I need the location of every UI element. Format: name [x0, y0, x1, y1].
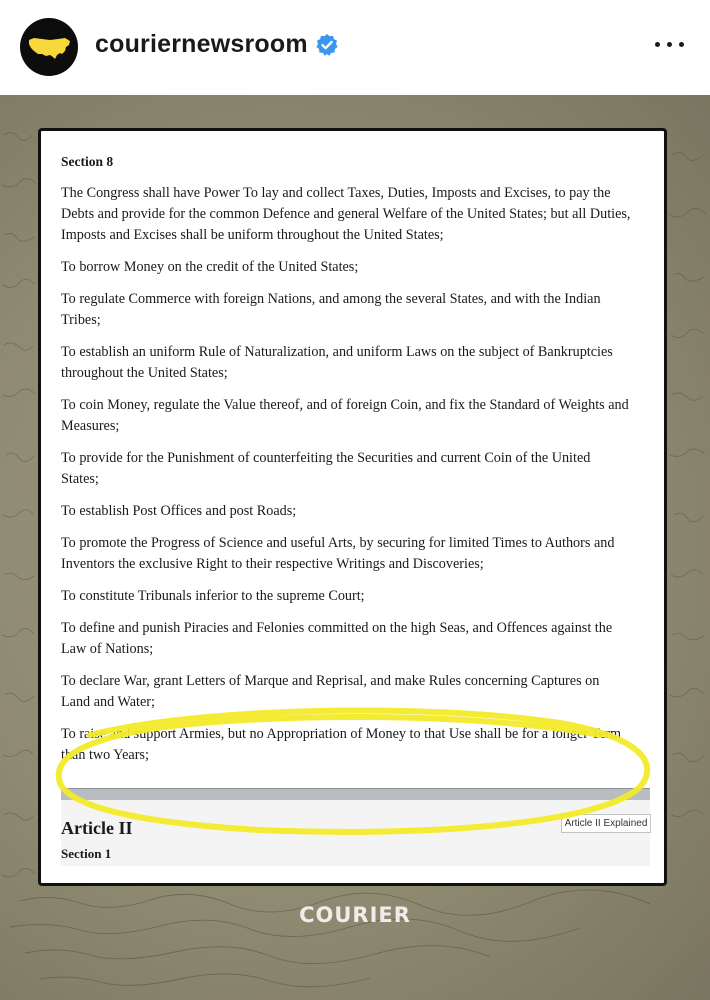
paragraph: To coin Money, regulate the Value thereof, and of foreign Coin, and fix the Standard of Weights and Measures;: [61, 397, 629, 434]
paragraph: The Congress shall have Power To lay and collect Taxes, Duties, Imposts and Excises, to pay the Debts and provide for the common Defence and general Welfare of the United States; but all Duties, Imposts and Excises shall be uniform throughout the United States;: [61, 185, 631, 243]
paragraph: To regulate Commerce with foreign Nations, and among the several States, and with the Indian Tribes;: [61, 291, 601, 328]
paragraph: To declare War, grant Letters of Marque and Reprisal, and make Rules concerning Captures on Land and Water;: [61, 673, 600, 710]
verified-badge-icon: [315, 33, 339, 57]
article-section-title: Section 1: [61, 846, 112, 861]
article-title: Article II: [61, 818, 133, 838]
paragraph: To provide for the Punishment of counterfeiting the Securities and current Coin of the United States;: [61, 450, 591, 487]
document-text: [61, 145, 631, 777]
paragraph: To borrow Money on the credit of the United States;: [61, 259, 359, 275]
article-header: [61, 800, 650, 866]
paragraph: To constitute Tribunals inferior to the supreme Court;: [61, 588, 365, 604]
courier-watermark: COURIER: [299, 903, 411, 927]
section-title: Section 8: [61, 154, 114, 169]
highlighted-paragraph: To raise and support Armies, but no Appropriation of Money to that Use shall be for a longer Term than two Years;: [61, 726, 622, 763]
us-map-icon: [20, 18, 78, 76]
paragraph: To promote the Progress of Science and useful Arts, by securing for limited Times to Authors and Inventors the exclusive Right to their respective Writings and Discoveries;: [61, 535, 615, 572]
post-header: [0, 0, 710, 95]
paragraph: To establish an uniform Rule of Naturalization, and uniform Laws on the subject of Bankruptcies throughout the United States;: [61, 344, 613, 381]
more-options-icon[interactable]: [652, 35, 688, 55]
parchment-handwriting-left: [0, 95, 40, 1000]
constitution-document-card: [38, 128, 667, 886]
paragraph: To establish Post Offices and post Roads;: [61, 503, 297, 519]
paragraph: To define and punish Piracies and Felonies committed on the high Seas, and Offences against the Law of Nations;: [61, 620, 613, 657]
profile-avatar[interactable]: [20, 18, 78, 76]
post-image: [0, 95, 710, 1000]
account-username[interactable]: couriernewsroom: [95, 30, 308, 58]
article-explained-button[interactable]: Article II Explained: [561, 814, 651, 833]
parchment-handwriting-right: [668, 95, 710, 1000]
